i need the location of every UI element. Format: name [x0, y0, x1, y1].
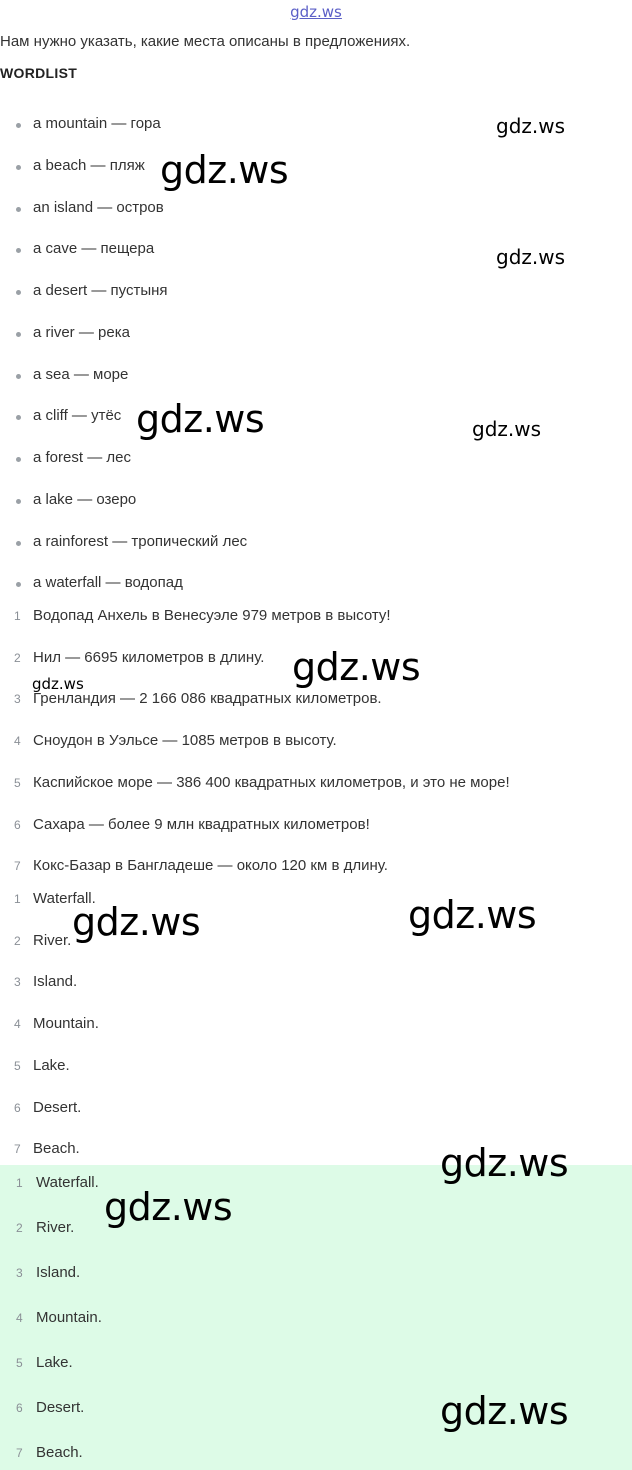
watermark: gdz.ws — [104, 1185, 233, 1229]
watermark: gdz.ws — [136, 397, 265, 441]
bullet-icon — [16, 541, 21, 546]
intro-text: Нам нужно указать, какие места описаны в предложениях. — [0, 33, 411, 50]
watermark: gdz.ws — [408, 893, 537, 937]
bullet-icon — [16, 332, 21, 337]
watermark: gdz.ws — [72, 900, 201, 944]
watermark: gdz.ws — [160, 148, 289, 192]
watermark: gdz.ws — [472, 417, 542, 441]
bullet-icon — [16, 123, 21, 128]
watermark: gdz.ws — [496, 114, 566, 138]
watermark: gdz.ws — [440, 1141, 569, 1185]
bullet-icon — [16, 457, 21, 462]
bullet-icon — [16, 290, 21, 295]
bullet-icon — [16, 207, 21, 212]
bullet-icon — [16, 499, 21, 504]
site-link[interactable]: gdz.ws — [290, 3, 342, 21]
bullet-icon — [16, 248, 21, 253]
bullet-icon — [16, 582, 21, 587]
watermark: gdz.ws — [440, 1389, 569, 1433]
bullet-icon — [16, 374, 21, 379]
watermark: gdz.ws — [292, 645, 421, 689]
wordlist-heading: WORDLIST — [0, 65, 78, 81]
bullet-icon — [16, 165, 21, 170]
watermark: gdz.ws — [496, 245, 566, 269]
bullet-icon — [16, 415, 21, 420]
watermark: gdz.ws — [32, 675, 84, 693]
